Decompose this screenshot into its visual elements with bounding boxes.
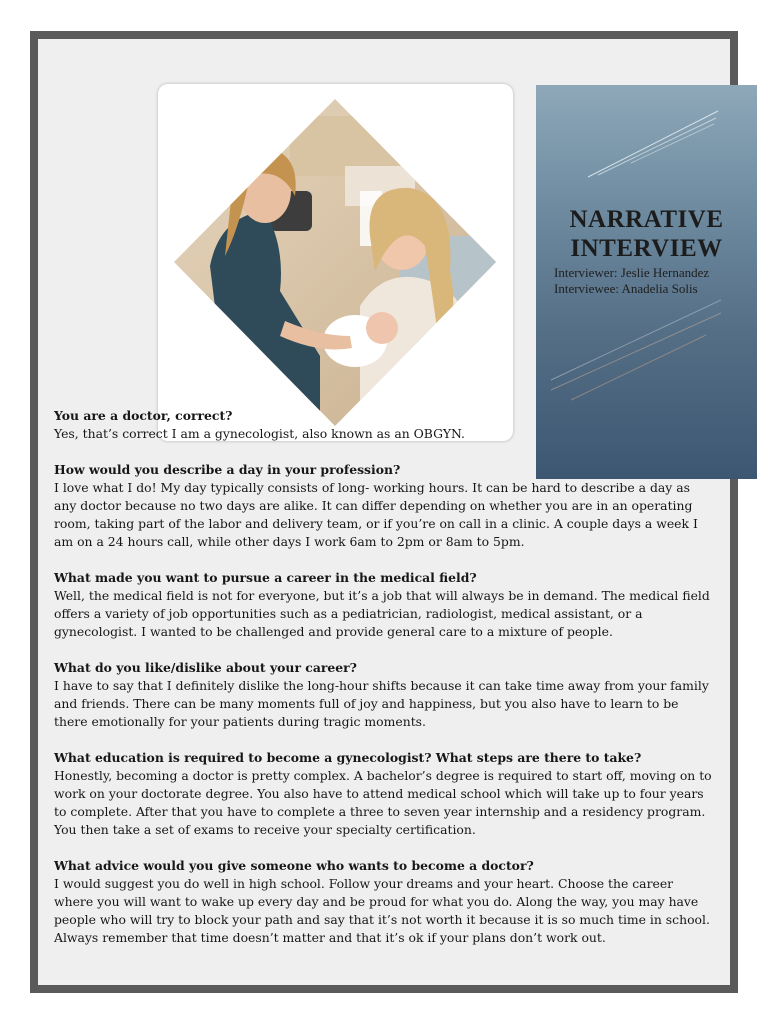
question: What advice would you give someone who wants to become a doctor? [54, 858, 534, 873]
photo-card [158, 84, 513, 441]
interview-body [54, 407, 714, 965]
question: How would you describe a day in your profession? [54, 462, 401, 477]
qa-item [54, 407, 714, 443]
title-line-1: NARRATIVE [569, 206, 724, 233]
document-title [536, 205, 757, 263]
question: What education is required to become a gynecologist? What steps are there to take? [54, 750, 642, 765]
interviewee-label: Interviewee: Anadelia Solis [554, 281, 698, 296]
qa-item [54, 659, 714, 731]
answer: I have to say that I definitely dislike the long-hour shifts because it can take time away from your family and friends. There can be many moments full of joy and happiness, but you also have to learn to be there emotionally for your patients during tragic moments. [54, 678, 709, 729]
answer: Well, the medical field is not for everyone, but it’s a job that will always be in demand. The medical field offers a variety of job opportunities such as a pediatrician, radiologist, medical assistant, or a gynecologist. I wanted to be challenged and provide general care to a mixture of people. [54, 588, 710, 639]
answer: I would suggest you do well in high school. Follow your dreams and your heart. Choose the career where you will want to wake up every day and be proud for what you do. Along the way, you may have people who will try to block your path and say that it’s not worth it because it is so much time in school. Always remember that time doesn’t matter and that it’s ok if your plans don’t work out. [54, 876, 710, 945]
answer: Honestly, becoming a doctor is pretty complex. A bachelor’s degree is required to start off, moving on to work on your doctorate degree. You also have to attend medical school which will take up to four years to complete. After that you have to complete a three to seven year internship and a residency program. You then take a set of exams to receive your specialty certification. [54, 768, 712, 837]
interview-participants [554, 265, 754, 297]
photo-frame [170, 96, 501, 429]
answer: Yes, that’s correct I am a gynecologist, also known as an OBGYN. [54, 426, 465, 441]
qa-item [54, 569, 714, 641]
question: You are a doctor, correct? [54, 408, 233, 423]
interviewer-label: Interviewer: Jeslie Hernandez [554, 265, 710, 280]
answer: I love what I do! My day typically consists of long- working hours. It can be hard to describe a day as any doctor because no two days are alike. It can differ depending on whether you are in an operating room, taking part of the labor and delivery team, or if you’re on call in a clinic. A couple days a week I am on a 24 hours call, while other days I work 6am to 2pm or 8am to 5pm. [54, 480, 698, 549]
qa-item [54, 749, 714, 839]
question: What do you like/dislike about your career? [54, 660, 357, 675]
qa-item [54, 461, 714, 551]
question: What made you want to pursue a career in the medical field? [54, 570, 477, 585]
qa-item [54, 857, 714, 947]
doctor-mother-newborn-photo [170, 96, 501, 429]
title-line-2: INTERVIEW [570, 235, 723, 262]
